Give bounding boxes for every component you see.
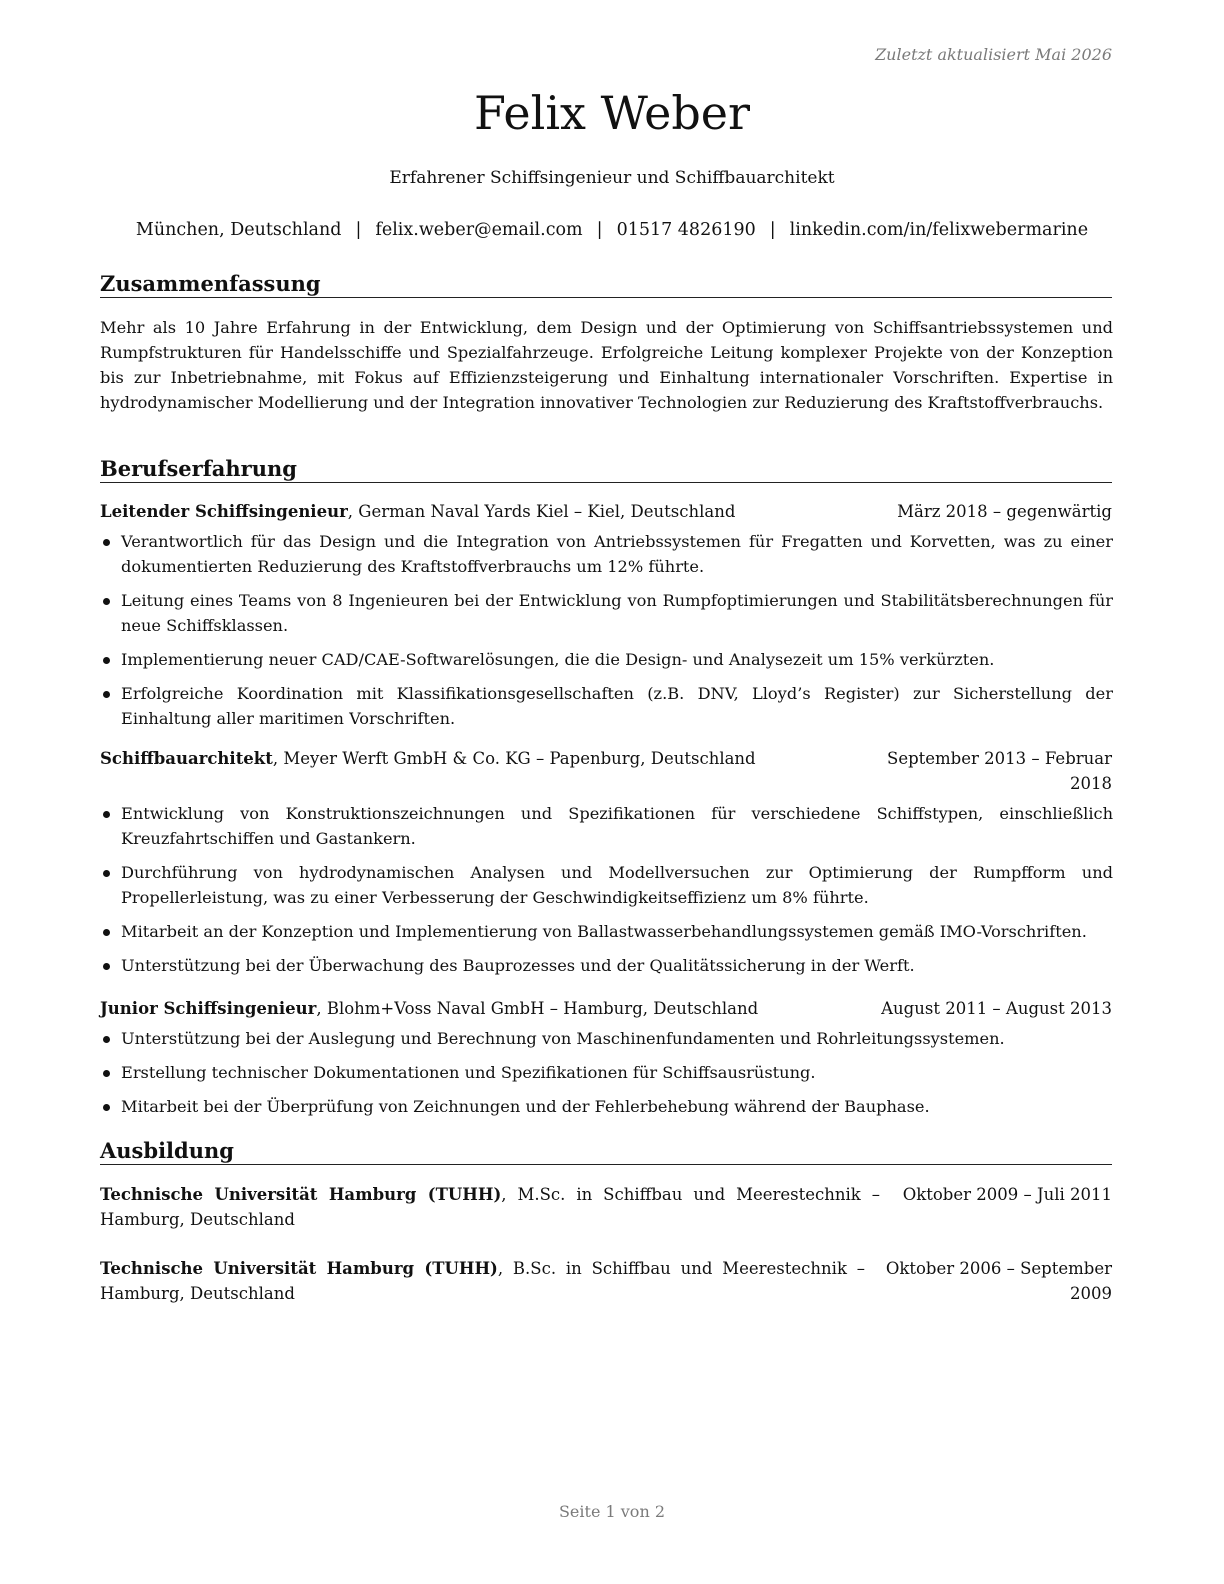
education-school-line (100, 1256, 865, 1306)
section-title-experience: Berufserfahrung (100, 455, 1112, 483)
education-degree: , M.Sc. in Schiffbau und Meerestechnik – Hamburg, Deutschland (100, 1185, 880, 1229)
job-bullets (100, 801, 1113, 987)
summary-text: Mehr als 10 Jahre Erfahrung in der Entwicklung, dem Design und der Optimierung von Schiffsantriebssystemen und Rumpfstrukturen für Handelsschiffe und Spezialfahrzeuge. Erfolgreiche Leitung komplexer Projekte von der Konzeption bis zur Inbetriebnahme, mit Fokus auf Effizienzsteigerung und Einhaltung internationaler Vorschriften. Expertise in hydrodynamischer Modellierung und der Integration innovativer Technologien zur Reduzierung des Kraftstoffverbrauchs. (100, 318, 1113, 412)
job-title-line (100, 499, 735, 524)
job-bullet: Erstellung technischer Dokumentationen und Spezifikationen für Schiffsausrüstung. (100, 1060, 1113, 1085)
job-company: , Meyer Werft GmbH & Co. KG – Papenburg, Deutschland (272, 749, 756, 768)
contact-line (0, 220, 1224, 240)
education-dates: Oktober 2006 – September 2009 (885, 1259, 1112, 1303)
last-updated: Zuletzt aktualisiert Mai 2026 (875, 45, 1112, 64)
contact-linkedin[interactable]: linkedin.com/in/felixwebermarine (789, 220, 1089, 240)
section-title-education: Ausbildung (100, 1137, 1112, 1165)
contact-phone: 01517 4826190 (616, 220, 756, 240)
candidate-name: Felix Weber (473, 86, 751, 140)
job-bullet: Erfolgreiche Koordination mit Klassifikationsgesellschaften (z.B. DNV, Lloyd’s Register) zur Sicherstellung der Einhaltung aller maritimen Vorschriften. (100, 681, 1113, 731)
job-dates: August 2011 – August 2013 (881, 999, 1112, 1018)
job-dates: März 2018 – gegenwärtig (897, 502, 1112, 521)
job-bullets (100, 1026, 1113, 1128)
job-bullet: Mitarbeit bei der Überprüfung von Zeichnungen und der Fehlerbehebung während der Bauphase. (100, 1094, 1113, 1119)
education-school-line (100, 1182, 880, 1232)
education-degree: , B.Sc. in Schiffbau und Meerestechnik – Hamburg, Deutschland (100, 1259, 865, 1303)
job-bullet: Durchführung von hydrodynamischen Analysen und Modellversuchen zur Optimierung der Rumpfform und Propellerleistung, was zu einer Verbesserung der Geschwindigkeitseffizienz um 8% führte. (100, 860, 1113, 910)
contact-separator: | (769, 220, 776, 240)
job-bullet: Unterstützung bei der Auslegung und Berechnung von Maschinenfundamenten und Rohrleitungssystemen. (100, 1026, 1113, 1051)
page-number: Seite 1 von 2 (558, 1502, 666, 1521)
job-title-line (100, 746, 756, 771)
contact-location: München, Deutschland (135, 220, 342, 240)
job-bullet: Verantwortlich für das Design und die Integration von Antriebssystemen für Fregatten und Korvetten, was zu einer dokumentierten Reduzierung des Kraftstoffverbrauchs um 12% führte. (100, 529, 1113, 579)
section-title-summary: Zusammenfassung (100, 270, 1112, 298)
job-bullet: Implementierung neuer CAD/CAE-Softwarelösungen, die die Design- und Analysezeit um 15% verkürzten. (100, 647, 1113, 672)
education-school: Technische Universität Hamburg (TUHH) (100, 1259, 498, 1278)
contact-separator: | (355, 220, 362, 240)
education-dates: Oktober 2009 – Juli 2011 (902, 1185, 1112, 1204)
contact-email[interactable]: felix.weber@email.com (375, 220, 583, 240)
job-bullet: Unterstützung bei der Überwachung des Bauprozesses und der Qualitätssicherung in der Werft. (100, 953, 1113, 978)
job-title-line (100, 996, 758, 1021)
job-bullet: Entwicklung von Konstruktionszeichnungen und Spezifikationen für verschiedene Schiffstypen, einschließlich Kreuzfahrtschiffen und Gastankern. (100, 801, 1113, 851)
education-school: Technische Universität Hamburg (TUHH) (100, 1185, 502, 1204)
job-bullet: Leitung eines Teams von 8 Ingenieuren bei der Entwicklung von Rumpfoptimierungen und Stabilitätsberechnungen für neue Schiffsklassen. (100, 588, 1113, 638)
job-dates: September 2013 – Februar 2018 (887, 749, 1112, 793)
job-title: Junior Schiffsingenieur (100, 999, 317, 1018)
headline: Erfahrener Schiffsingenieur und Schiffbauarchitekt (389, 168, 835, 188)
job-bullets (100, 529, 1113, 740)
job-bullet: Mitarbeit an der Konzeption und Implementierung von Ballastwasserbehandlungssystemen gemäß IMO-Vorschriften. (100, 919, 1113, 944)
job-title: Schiffbauarchitekt (100, 749, 273, 768)
job-title: Leitender Schiffsingenieur (100, 502, 348, 521)
job-company: , German Naval Yards Kiel – Kiel, Deutschland (347, 502, 736, 521)
job-company: , Blohm+Voss Naval GmbH – Hamburg, Deutschland (316, 999, 759, 1018)
contact-separator: | (596, 220, 603, 240)
